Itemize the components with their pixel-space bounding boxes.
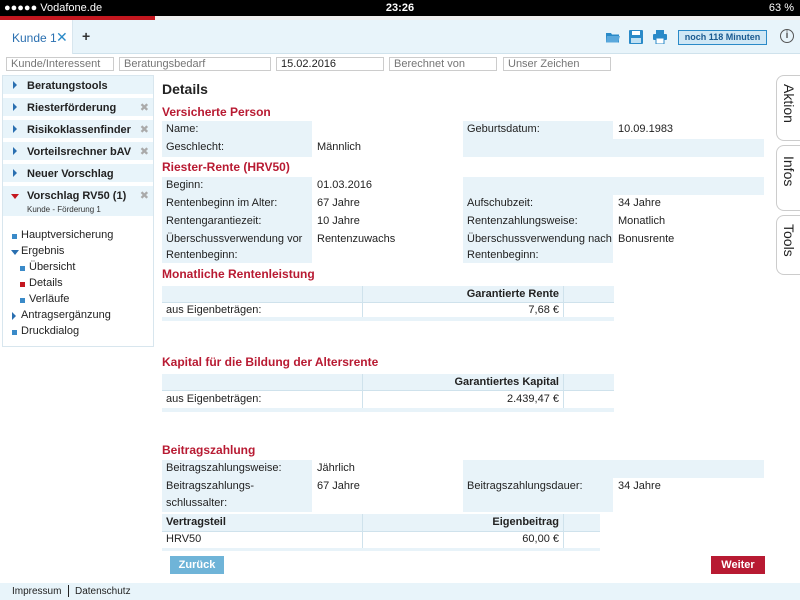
ueberschuss-vor-label: Überschussverwendung vor Rentenbeginn:	[162, 231, 312, 263]
rente-row-label: aus Eigenbeträgen:	[166, 304, 262, 316]
tree-ergebnis[interactable]: Ergebnis	[21, 245, 65, 257]
close-icon[interactable]: ✖	[139, 146, 149, 158]
name-value	[313, 121, 462, 139]
sidebar-item-label: Riesterförderung	[27, 102, 117, 114]
section-heading-beitrag: Beitragszahlung	[162, 443, 256, 457]
empty-cell	[463, 177, 764, 195]
beitrag-row-value: 60,00 €	[522, 533, 559, 545]
table-divider	[162, 390, 614, 391]
square-bullet-icon	[20, 266, 25, 271]
datenschutz-link[interactable]: Datenschutz	[75, 586, 131, 597]
berechnet-von-input[interactable]	[389, 57, 497, 71]
beitrag-schluss-label: Beitragszahlungs-schlussalter:	[162, 478, 312, 512]
beitrag-row-label: HRV50	[166, 533, 202, 545]
table-header-empty	[564, 374, 614, 391]
table-header-eigenbeitrag: Eigenbeitrag	[363, 514, 563, 531]
table-divider	[563, 514, 564, 548]
empty-cell	[463, 460, 764, 478]
table-divider	[162, 531, 600, 532]
unser-zeichen-input[interactable]	[503, 57, 611, 71]
section-heading-kapital: Kapital für die Bildung der Altersrente	[162, 355, 379, 369]
sidebar-item-vorschlag-rv50[interactable]	[3, 186, 153, 218]
tree-details[interactable]: Details	[29, 277, 63, 289]
tab-label: Kunde 1	[12, 31, 57, 45]
section-heading-rente: Monatliche Rentenleistung	[162, 267, 315, 281]
beitrag-weise-value: Jährlich	[313, 460, 462, 478]
kunde-input[interactable]	[6, 57, 114, 71]
beratungsbedarf-input[interactable]	[119, 57, 271, 71]
sidebar-item-beratungstools[interactable]	[3, 76, 153, 96]
beitrag-weise-label: Beitragszahlungsweise:	[162, 460, 312, 478]
chevron-down-icon	[11, 194, 19, 199]
back-button[interactable]: Zurück	[170, 556, 224, 574]
side-tab-aktion[interactable]	[776, 75, 800, 141]
sidebar-item-label: Beratungstools	[27, 80, 108, 92]
table-divider	[563, 374, 564, 408]
tree-druckdialog[interactable]: Druckdialog	[21, 325, 80, 337]
table-header-empty	[564, 286, 614, 303]
table-footer	[162, 317, 614, 321]
device-status-bar	[0, 0, 800, 16]
garantie-value: 10 Jahre	[313, 213, 462, 231]
sidebar-item-label: Vorteilsrechner bAV	[27, 146, 132, 158]
ueberschuss-vor-value: Rentenzuwachs	[313, 231, 462, 263]
sidebar-item-label: Vorschlag RV50 (1)	[27, 190, 127, 202]
impressum-link[interactable]: Impressum	[12, 586, 62, 597]
date-input[interactable]	[276, 57, 384, 71]
table-divider	[362, 374, 363, 408]
ueberschuss-nach-label: Überschussverwendung nach Rentenbeginn:	[463, 231, 613, 263]
table-header-empty	[162, 374, 362, 391]
weise-label: Rentenzahlungsweise:	[463, 213, 613, 231]
kapital-row-label: aus Eigenbeträgen:	[166, 393, 262, 405]
square-bullet-icon	[20, 298, 25, 303]
close-icon[interactable]: ✖	[139, 190, 149, 202]
table-divider	[362, 514, 363, 548]
tab-bar	[0, 20, 800, 54]
side-tab-label: Tools	[781, 224, 797, 257]
side-tab-label: Infos	[781, 156, 797, 187]
table-header-empty	[162, 286, 362, 303]
gender-value: Männlich	[313, 139, 462, 157]
empty-cell	[463, 139, 764, 157]
print-icon[interactable]	[652, 30, 668, 44]
chevron-down-icon	[11, 250, 19, 255]
sidebar	[2, 75, 154, 347]
tree-antragsergaenzung[interactable]: Antragsergänzung	[21, 309, 111, 321]
square-bullet-icon	[12, 330, 17, 335]
kapital-row-value: 2.439,47 €	[507, 393, 559, 405]
chevron-right-icon	[13, 103, 17, 111]
table-header-garantierte-rente: Garantierte Rente	[363, 286, 563, 303]
close-icon[interactable]: ✖	[139, 124, 149, 136]
chevron-right-icon	[13, 147, 17, 155]
rente-row-value: 7,68 €	[528, 304, 559, 316]
square-bullet-icon	[12, 234, 17, 239]
sidebar-item-sublabel: Kunde - Förderung 1	[27, 205, 101, 214]
beitrag-dauer-value: 34 Jahre	[614, 478, 764, 512]
info-icon[interactable]: i	[780, 29, 794, 43]
table-footer	[162, 548, 600, 551]
birth-value: 10.09.1983	[614, 121, 764, 139]
sidebar-item-risikoklassenfinder[interactable]	[3, 120, 153, 140]
chevron-right-icon	[13, 81, 17, 89]
table-footer	[162, 408, 614, 412]
tree-verlaeufe[interactable]: Verläufe	[29, 293, 70, 305]
sidebar-item-riesterfoerderung[interactable]	[3, 98, 153, 118]
carrier-label: ●●●●● Vodafone.de	[4, 2, 103, 14]
folder-open-icon[interactable]	[605, 30, 621, 44]
side-tab-label: Aktion	[781, 84, 797, 123]
square-bullet-active-icon	[20, 282, 25, 287]
sidebar-item-label: Neuer Vorschlag	[27, 168, 114, 180]
gender-label: Geschlecht:	[162, 139, 312, 157]
side-tab-tools[interactable]	[776, 215, 800, 275]
alter-label: Rentenbeginn im Alter:	[162, 195, 312, 213]
aufschub-value: 34 Jahre	[614, 195, 764, 213]
battery-label: 63 %	[768, 2, 794, 14]
chevron-right-icon	[13, 169, 17, 177]
beginn-label: Beginn:	[162, 177, 312, 195]
save-icon[interactable]	[628, 30, 644, 44]
chevron-right-icon	[13, 125, 17, 133]
aufschub-label: Aufschubzeit:	[463, 195, 613, 213]
close-icon[interactable]: ✖	[139, 102, 149, 114]
sidebar-item-vorteilsrechner[interactable]	[3, 142, 153, 162]
table-header-empty	[564, 514, 600, 531]
table-divider	[563, 286, 564, 317]
table-divider	[162, 302, 614, 303]
sidebar-item-neuer-vorschlag[interactable]	[3, 164, 153, 184]
tab-kunde-1[interactable]	[0, 20, 73, 54]
beitrag-schluss-value: 67 Jahre	[313, 478, 462, 512]
alter-value: 67 Jahre	[313, 195, 462, 213]
session-timer-badge: noch 118 Minuten	[678, 30, 767, 45]
table-header-vertragsteil: Vertragsteil	[162, 514, 362, 531]
close-icon[interactable]: ✕	[56, 29, 68, 45]
page-title: Details	[162, 81, 208, 97]
birth-label: Geburtsdatum:	[463, 121, 613, 139]
beginn-value: 01.03.2016	[313, 177, 462, 195]
sidebar-item-label: Risikoklassenfinder	[27, 124, 131, 136]
chevron-right-icon	[12, 312, 16, 320]
tree-uebersicht[interactable]: Übersicht	[29, 261, 76, 273]
name-label: Name:	[162, 121, 312, 139]
ueberschuss-nach-value: Bonusrente	[614, 231, 764, 263]
add-tab-button[interactable]: +	[82, 28, 91, 44]
next-button[interactable]: Weiter	[711, 556, 765, 574]
garantie-label: Rentengarantiezeit:	[162, 213, 312, 231]
clock: 23:26	[385, 2, 415, 14]
footer	[0, 583, 800, 600]
tree-hauptversicherung[interactable]: Hauptversicherung	[21, 229, 114, 241]
section-heading-riester: Riester-Rente (HRV50)	[162, 160, 290, 174]
table-divider	[362, 286, 363, 317]
beitrag-dauer-label: Beitragszahlungsdauer:	[463, 478, 613, 512]
footer-divider	[68, 585, 69, 597]
side-tab-infos[interactable]	[776, 145, 800, 211]
weise-value: Monatlich	[614, 213, 764, 231]
table-header-garantiertes-kapital: Garantiertes Kapital	[363, 374, 563, 391]
section-heading-person: Versicherte Person	[162, 105, 271, 119]
